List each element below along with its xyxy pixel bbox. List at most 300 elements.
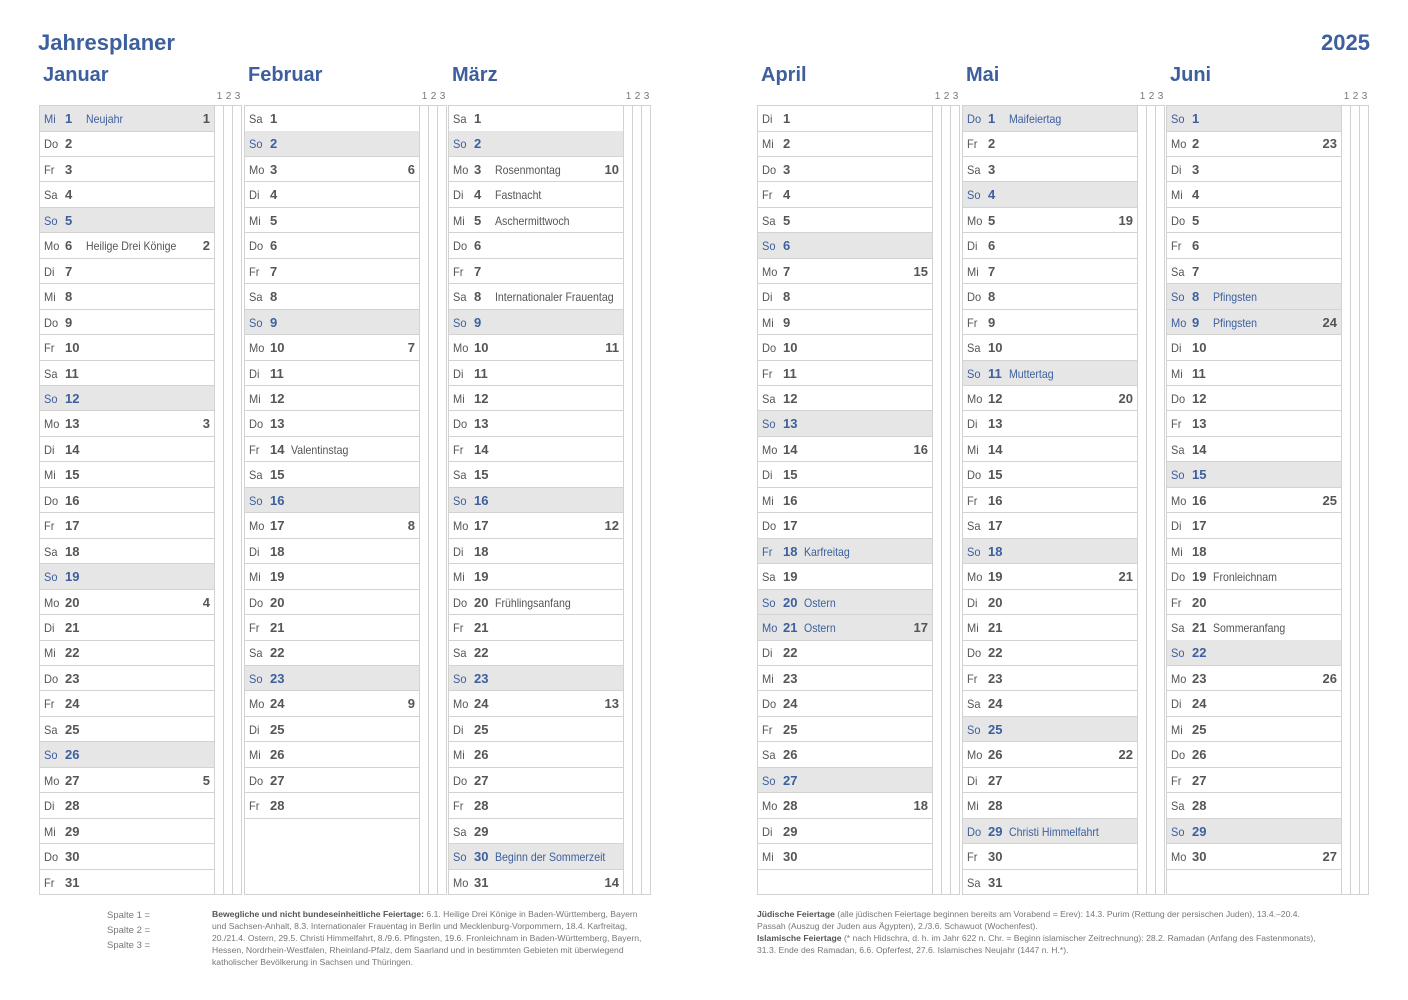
day-cell[interactable] [40,361,215,387]
check-column-2[interactable] [1147,870,1156,896]
day-cell[interactable] [449,768,624,794]
day-cell[interactable] [40,590,215,616]
day-cell[interactable] [449,259,624,285]
day-cell[interactable] [40,106,215,132]
check-column-3[interactable] [438,666,447,692]
check-column-1[interactable] [215,208,224,234]
check-column-2[interactable] [942,564,951,590]
check-column-2[interactable] [224,539,233,565]
day-cell[interactable] [245,513,420,539]
day-cell[interactable] [245,742,420,768]
empty-day-cell[interactable] [245,844,420,870]
check-column-1[interactable] [624,793,633,819]
check-column-3[interactable] [438,742,447,768]
day-cell[interactable] [758,615,933,641]
check-column-3[interactable] [642,106,651,132]
day-cell[interactable] [245,691,420,717]
check-column-1[interactable] [624,259,633,285]
check-column-2[interactable] [1147,742,1156,768]
check-column-2[interactable] [942,131,951,157]
check-column-1[interactable] [624,131,633,157]
check-column-2[interactable] [429,157,438,183]
check-column-3[interactable] [438,157,447,183]
check-column-1[interactable] [420,666,429,692]
day-cell[interactable] [1167,742,1342,768]
day-cell[interactable] [963,437,1138,463]
check-column-1[interactable] [1138,742,1147,768]
check-column-1[interactable] [933,844,942,870]
check-column-2[interactable] [1351,386,1360,412]
day-cell[interactable] [245,666,420,692]
day-cell[interactable] [963,870,1138,896]
check-column-3[interactable] [1360,106,1369,132]
check-column-1[interactable] [1342,310,1351,336]
check-column-2[interactable] [224,131,233,157]
check-column-2[interactable] [633,106,642,132]
check-column-1[interactable] [1138,870,1147,896]
check-column-3[interactable] [233,768,242,794]
day-cell[interactable] [758,590,933,616]
check-column-1[interactable] [1138,208,1147,234]
day-cell[interactable] [245,259,420,285]
day-cell[interactable] [758,742,933,768]
check-column-2[interactable] [633,284,642,310]
day-cell[interactable] [40,564,215,590]
check-column-3[interactable] [1156,335,1165,361]
check-column-3[interactable] [951,462,960,488]
check-column-3[interactable] [1156,131,1165,157]
check-column-3[interactable] [438,437,447,463]
check-column-3[interactable] [1360,640,1369,666]
day-cell[interactable] [758,793,933,819]
day-cell[interactable] [245,131,420,157]
check-column-3[interactable] [951,131,960,157]
check-column-1[interactable] [624,361,633,387]
check-column-2[interactable] [224,182,233,208]
check-column-3[interactable] [1360,691,1369,717]
check-column-1[interactable] [420,335,429,361]
check-column-3[interactable] [1156,462,1165,488]
check-column-2[interactable] [224,819,233,845]
check-column-2[interactable] [942,640,951,666]
check-column-1[interactable] [933,488,942,514]
check-column-3[interactable] [1360,411,1369,437]
check-column-2[interactable] [429,488,438,514]
check-column-3[interactable] [642,462,651,488]
check-column-3[interactable] [1360,131,1369,157]
day-cell[interactable] [449,182,624,208]
check-column-2[interactable] [429,208,438,234]
day-cell[interactable] [963,310,1138,336]
day-cell[interactable] [758,233,933,259]
check-column-3[interactable] [951,310,960,336]
day-cell[interactable] [40,742,215,768]
check-column-2[interactable] [429,564,438,590]
check-column-1[interactable] [624,590,633,616]
check-column-2[interactable] [429,590,438,616]
check-column-3[interactable] [642,284,651,310]
check-column-1[interactable] [420,157,429,183]
check-column-1[interactable] [933,768,942,794]
check-column-2[interactable] [1147,539,1156,565]
check-column-1[interactable] [1138,157,1147,183]
day-cell[interactable] [1167,462,1342,488]
check-column-1[interactable] [1138,844,1147,870]
check-column-2[interactable] [429,131,438,157]
day-cell[interactable] [1167,284,1342,310]
day-cell[interactable] [245,386,420,412]
check-column-2[interactable] [942,310,951,336]
check-column-1[interactable] [420,131,429,157]
check-column-3[interactable] [951,233,960,259]
check-column-1[interactable] [215,615,224,641]
check-column-2[interactable] [429,411,438,437]
check-column-1[interactable] [933,870,942,896]
check-column-2[interactable] [633,691,642,717]
check-column-2[interactable] [1147,310,1156,336]
check-column-2[interactable] [429,666,438,692]
day-cell[interactable] [758,284,933,310]
check-column-3[interactable] [233,361,242,387]
check-column-1[interactable] [933,691,942,717]
check-column-2[interactable] [1351,870,1360,896]
check-column-3[interactable] [642,182,651,208]
day-cell[interactable] [449,462,624,488]
day-cell[interactable] [758,564,933,590]
check-column-3[interactable] [1360,844,1369,870]
check-column-3[interactable] [951,488,960,514]
check-column-2[interactable] [942,793,951,819]
check-column-3[interactable] [233,590,242,616]
day-cell[interactable] [245,157,420,183]
check-column-1[interactable] [1342,640,1351,666]
check-column-3[interactable] [438,386,447,412]
check-column-1[interactable] [420,615,429,641]
check-column-1[interactable] [1342,335,1351,361]
day-cell[interactable] [963,157,1138,183]
day-cell[interactable] [449,513,624,539]
check-column-2[interactable] [224,615,233,641]
check-column-1[interactable] [933,157,942,183]
day-cell[interactable] [963,335,1138,361]
check-column-3[interactable] [233,564,242,590]
check-column-3[interactable] [1360,564,1369,590]
day-cell[interactable] [449,411,624,437]
check-column-2[interactable] [1147,208,1156,234]
check-column-3[interactable] [1360,157,1369,183]
day-cell[interactable] [963,564,1138,590]
day-cell[interactable] [758,335,933,361]
check-column-1[interactable] [933,259,942,285]
check-column-3[interactable] [438,131,447,157]
check-column-2[interactable] [942,590,951,616]
check-column-2[interactable] [1147,717,1156,743]
check-column-3[interactable] [1156,615,1165,641]
check-column-1[interactable] [933,233,942,259]
check-column-3[interactable] [1360,513,1369,539]
check-column-3[interactable] [1156,259,1165,285]
check-column-3[interactable] [642,411,651,437]
check-column-1[interactable] [215,411,224,437]
check-column-2[interactable] [942,615,951,641]
check-column-2[interactable] [1351,361,1360,387]
check-column-2[interactable] [1147,284,1156,310]
day-cell[interactable] [449,742,624,768]
check-column-3[interactable] [1156,361,1165,387]
day-cell[interactable] [245,717,420,743]
check-column-2[interactable] [1351,462,1360,488]
check-column-3[interactable] [1156,310,1165,336]
day-cell[interactable] [449,157,624,183]
check-column-3[interactable] [1156,106,1165,132]
day-cell[interactable] [449,106,624,132]
check-column-2[interactable] [633,870,642,896]
day-cell[interactable] [758,844,933,870]
check-column-2[interactable] [224,157,233,183]
check-column-2[interactable] [1147,691,1156,717]
check-column-3[interactable] [233,717,242,743]
check-column-2[interactable] [633,259,642,285]
day-cell[interactable] [758,182,933,208]
check-column-3[interactable] [642,131,651,157]
day-cell[interactable] [40,310,215,336]
day-cell[interactable] [758,768,933,794]
check-column-3[interactable] [438,793,447,819]
day-cell[interactable] [758,819,933,845]
check-column-2[interactable] [429,437,438,463]
day-cell[interactable] [963,233,1138,259]
check-column-2[interactable] [1147,666,1156,692]
check-column-1[interactable] [624,411,633,437]
check-column-1[interactable] [215,768,224,794]
day-cell[interactable] [40,284,215,310]
check-column-3[interactable] [642,640,651,666]
check-column-1[interactable] [624,182,633,208]
check-column-3[interactable] [1156,513,1165,539]
empty-day-cell[interactable] [245,819,420,845]
check-column-2[interactable] [633,488,642,514]
check-column-1[interactable] [1138,513,1147,539]
check-column-2[interactable] [224,590,233,616]
check-column-3[interactable] [1360,666,1369,692]
check-column-1[interactable] [1138,488,1147,514]
day-cell[interactable] [1167,488,1342,514]
day-cell[interactable] [40,335,215,361]
day-cell[interactable] [963,768,1138,794]
check-column-3[interactable] [233,157,242,183]
day-cell[interactable] [449,844,624,870]
check-column-2[interactable] [942,844,951,870]
check-column-1[interactable] [215,742,224,768]
check-column-2[interactable] [1351,819,1360,845]
day-cell[interactable] [758,386,933,412]
check-column-1[interactable] [624,564,633,590]
day-cell[interactable] [40,539,215,565]
check-column-2[interactable] [1147,233,1156,259]
check-column-1[interactable] [933,742,942,768]
check-column-2[interactable] [1351,182,1360,208]
day-cell[interactable] [449,717,624,743]
check-column-3[interactable] [233,310,242,336]
check-column-1[interactable] [420,361,429,387]
check-column-1[interactable] [1138,539,1147,565]
day-cell[interactable] [963,819,1138,845]
check-column-2[interactable] [429,691,438,717]
day-cell[interactable] [449,310,624,336]
day-cell[interactable] [963,742,1138,768]
check-column-2[interactable] [224,386,233,412]
check-column-3[interactable] [438,208,447,234]
check-column-1[interactable] [1138,437,1147,463]
check-column-3[interactable] [1360,793,1369,819]
check-column-2[interactable] [633,182,642,208]
check-column-1[interactable] [933,310,942,336]
day-cell[interactable] [963,131,1138,157]
check-column-3[interactable] [1156,844,1165,870]
check-column-1[interactable] [933,284,942,310]
check-column-1[interactable] [1342,411,1351,437]
day-cell[interactable] [245,539,420,565]
check-column-2[interactable] [224,870,233,896]
check-column-2[interactable] [1147,361,1156,387]
check-column-1[interactable] [1138,590,1147,616]
check-column-3[interactable] [233,539,242,565]
check-column-1[interactable] [933,615,942,641]
check-column-3[interactable] [1360,590,1369,616]
day-cell[interactable] [1167,640,1342,666]
check-column-1[interactable] [215,259,224,285]
day-cell[interactable] [245,793,420,819]
check-column-3[interactable] [233,615,242,641]
check-column-3[interactable] [951,208,960,234]
check-column-2[interactable] [1351,768,1360,794]
check-column-1[interactable] [1342,259,1351,285]
check-column-3[interactable] [951,666,960,692]
day-cell[interactable] [449,819,624,845]
check-column-1[interactable] [215,310,224,336]
check-column-2[interactable] [942,182,951,208]
day-cell[interactable] [758,539,933,565]
check-column-2[interactable] [1351,615,1360,641]
check-column-3[interactable] [642,259,651,285]
check-column-2[interactable] [1351,844,1360,870]
day-cell[interactable] [963,284,1138,310]
check-column-3[interactable] [642,844,651,870]
day-cell[interactable] [758,411,933,437]
check-column-2[interactable] [633,768,642,794]
check-column-1[interactable] [624,157,633,183]
check-column-2[interactable] [429,615,438,641]
check-column-3[interactable] [642,793,651,819]
day-cell[interactable] [245,182,420,208]
check-column-3[interactable] [233,844,242,870]
check-column-1[interactable] [420,640,429,666]
day-cell[interactable] [449,666,624,692]
check-column-1[interactable] [420,208,429,234]
check-column-3[interactable] [438,310,447,336]
check-column-2[interactable] [224,666,233,692]
day-cell[interactable] [963,106,1138,132]
check-column-1[interactable] [1138,106,1147,132]
check-column-2[interactable] [429,717,438,743]
check-column-3[interactable] [951,386,960,412]
check-column-1[interactable] [420,819,429,845]
check-column-3[interactable] [233,513,242,539]
check-column-2[interactable] [942,411,951,437]
day-cell[interactable] [1167,717,1342,743]
check-column-2[interactable] [942,870,951,896]
check-column-1[interactable] [215,233,224,259]
check-column-1[interactable] [1342,768,1351,794]
check-column-2[interactable] [429,361,438,387]
check-column-3[interactable] [951,259,960,285]
check-column-3[interactable] [642,564,651,590]
check-column-2[interactable] [633,717,642,743]
check-column-1[interactable] [1342,590,1351,616]
check-column-2[interactable] [1147,386,1156,412]
check-column-3[interactable] [438,335,447,361]
check-column-2[interactable] [224,691,233,717]
check-column-2[interactable] [942,742,951,768]
check-column-2[interactable] [1351,513,1360,539]
check-column-2[interactable] [1351,259,1360,285]
check-column-1[interactable] [1342,437,1351,463]
check-column-2[interactable] [224,793,233,819]
check-column-1[interactable] [215,793,224,819]
check-column-3[interactable] [233,131,242,157]
check-column-3[interactable] [951,411,960,437]
day-cell[interactable] [758,361,933,387]
check-column-2[interactable] [942,691,951,717]
day-cell[interactable] [758,640,933,666]
check-column-1[interactable] [1138,768,1147,794]
check-column-3[interactable] [233,488,242,514]
check-column-3[interactable] [1156,284,1165,310]
check-column-3[interactable] [951,284,960,310]
check-column-1[interactable] [215,590,224,616]
check-column-3[interactable] [951,335,960,361]
check-column-3[interactable] [1156,640,1165,666]
check-column-3[interactable] [642,870,651,896]
day-cell[interactable] [449,793,624,819]
check-column-3[interactable] [438,284,447,310]
day-cell[interactable] [1167,691,1342,717]
check-column-3[interactable] [1360,768,1369,794]
check-column-2[interactable] [942,513,951,539]
check-column-1[interactable] [1138,335,1147,361]
check-column-2[interactable] [942,208,951,234]
check-column-2[interactable] [429,310,438,336]
check-column-2[interactable] [633,411,642,437]
check-column-1[interactable] [624,539,633,565]
check-column-1[interactable] [420,488,429,514]
check-column-3[interactable] [1156,691,1165,717]
check-column-1[interactable] [1342,793,1351,819]
day-cell[interactable] [963,793,1138,819]
check-column-1[interactable] [624,717,633,743]
check-column-1[interactable] [624,844,633,870]
check-column-2[interactable] [633,131,642,157]
check-column-3[interactable] [642,310,651,336]
check-column-2[interactable] [1351,411,1360,437]
day-cell[interactable] [963,513,1138,539]
check-column-2[interactable] [224,742,233,768]
check-column-1[interactable] [420,590,429,616]
check-column-3[interactable] [642,437,651,463]
check-column-2[interactable] [942,462,951,488]
check-column-1[interactable] [215,106,224,132]
check-column-1[interactable] [933,335,942,361]
